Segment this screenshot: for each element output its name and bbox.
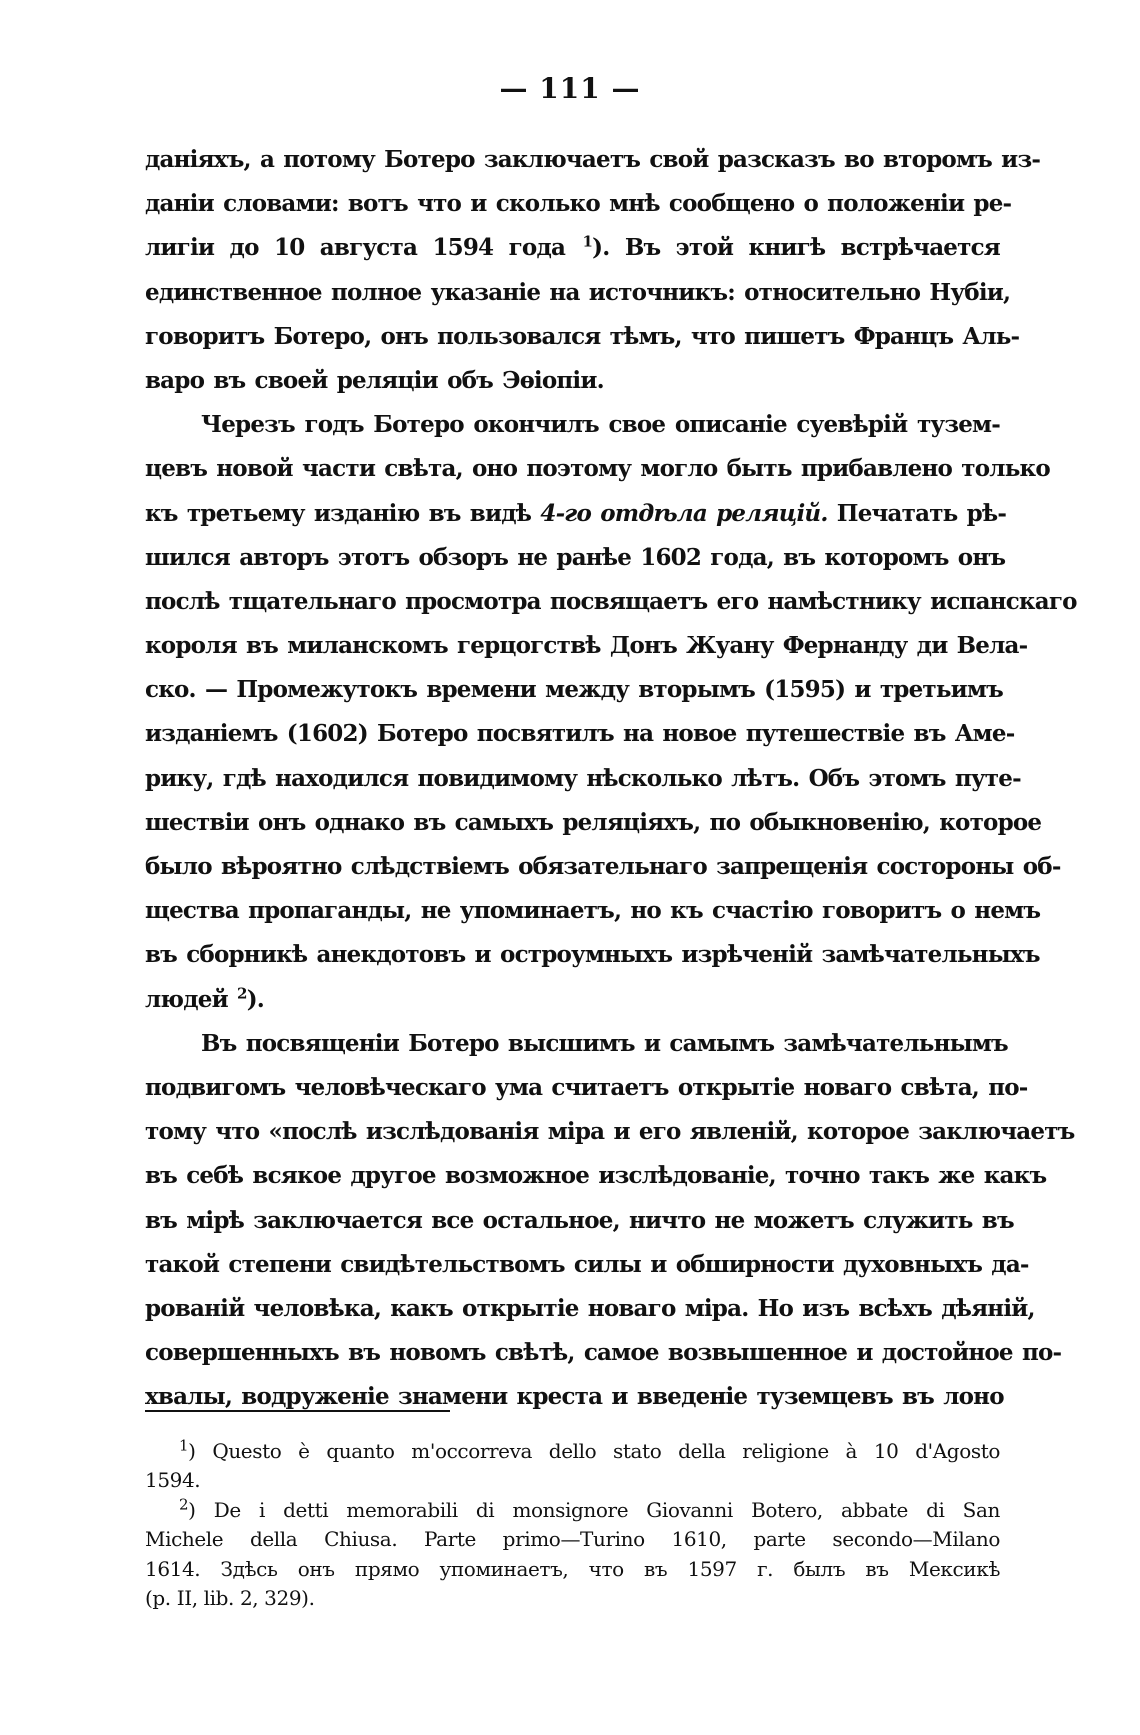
text-line: ско. — Промежутокъ времени между вторымъ (1595) и третьимъ <box>145 676 1003 704</box>
paragraph-3 <box>145 1022 1075 1420</box>
text-segment: къ третьему изданію въ видѣ <box>145 499 532 527</box>
text-line: рованій человѣка, какъ открытіе новаго міра. Но изъ всѣхъ дѣяній, <box>145 1294 1035 1322</box>
footnote-mark: 1 <box>179 1436 189 1455</box>
paragraph-1 <box>145 138 1041 403</box>
text-line: говоритъ Ботеро, онъ пользовался тѣмъ, что пишетъ Францъ Аль- <box>145 322 1020 350</box>
footnote-line: 1614. Здѣсь онъ прямо упоминаетъ, что въ 1597 г. былъ въ Мексикѣ <box>145 1556 1000 1581</box>
text-line <box>145 492 1007 536</box>
footnote-mark: 2 <box>179 1495 189 1514</box>
text-line: въ себѣ всякое другое возможное изслѣдованіе, точно такъ же какъ <box>145 1162 1047 1190</box>
footnote-line <box>145 1437 1000 1466</box>
text-line <box>145 978 1000 1022</box>
text-line <box>145 226 1000 270</box>
text-line: тому что «послѣ изслѣдованія міра и его явленій, которое заключаетъ <box>145 1118 1075 1146</box>
text-line: послѣ тщательнаго просмотра посвящаетъ его намѣстнику испанскаго <box>145 587 1077 615</box>
page-number: — 111 — <box>499 72 641 105</box>
text-line: совершенныхъ въ новомъ свѣтѣ, самое возвышенное и достойное по- <box>145 1339 1062 1367</box>
text-line: въ сборникѣ анекдотовъ и остроумныхъ изрѣченій замѣчательныхъ <box>145 941 1040 969</box>
text-segment: ) De i detti memorabili di monsignore Giovanni Botero, abbate di San <box>188 1497 1000 1522</box>
text-line: щества пропаганды, не упоминаетъ, но къ счастію говоритъ о немъ <box>145 897 1041 925</box>
text-line: хвалы, водруженіе знамени креста и введеніе туземцевъ въ лоно <box>145 1383 1004 1411</box>
footnote-line: Michele della Chiusa. Parte primo—Turino 1610, parte secondo—Milano <box>145 1527 1000 1552</box>
text-line: было вѣроятно слѣдствіемъ обязательнаго запрещенія состороны об- <box>145 853 1061 880</box>
footnote-ref-2[interactable]: 2 <box>237 983 247 1002</box>
text-line: подвигомъ человѣческаго ума считаетъ открытіе новаго свѣта, по- <box>145 1073 1028 1101</box>
text-segment: лигіи до 10 августа 1594 года <box>145 234 566 262</box>
text-line: рику, гдѣ находился повидимому нѣсколько лѣтъ. Объ этомъ путе- <box>145 764 1021 792</box>
footnote-line <box>145 1496 1000 1525</box>
text-line: шествіи онъ однако въ самыхъ реляціяхъ, по обыкновенію, которое <box>145 808 1042 836</box>
text-segment: людей <box>145 985 228 1013</box>
footnote-line: 1594. <box>145 1468 201 1493</box>
text-line: даніи словами: вотъ что и сколько мнѣ сообщено о положеніи ре- <box>145 190 1012 218</box>
text-line: даніяхъ, а потому Ботеро заключаетъ свой разсказъ во второмъ из- <box>145 146 1041 173</box>
text-line: такой степени свидѣтельствомъ силы и обширности духовныхъ да- <box>145 1250 1029 1278</box>
paragraph-2 <box>145 403 1077 1022</box>
italic-title: 4-го отдѣла реляцій. <box>540 499 828 527</box>
text-line: въ мірѣ заключается все остальное, ничто не можетъ служить въ <box>145 1206 1014 1234</box>
footnote-1 <box>145 1437 1000 1496</box>
text-line: изданіемъ (1602) Ботеро посвятилъ на новое путешествіе въ Аме- <box>145 720 1015 748</box>
footnote-divider <box>145 1410 450 1412</box>
text-line: цевъ новой части свѣта, оно поэтому могло быть прибавлено только <box>145 455 1050 483</box>
text-segment: Печатать рѣ- <box>827 499 1007 527</box>
main-text <box>145 138 1077 1419</box>
text-segment: ). <box>246 985 264 1013</box>
text-line: шился авторъ этотъ обзоръ не ранѣе 1602 года, въ которомъ онъ <box>145 543 1006 571</box>
text-segment: ). Въ этой книгѣ встрѣчается <box>592 234 1000 262</box>
footnote-ref-1[interactable]: 1 <box>582 232 593 251</box>
text-line: единственное полное указаніе на источникъ: относительно Нубіи, <box>145 278 1011 306</box>
footnote-line: (p. II, lib. 2, 329). <box>145 1585 315 1610</box>
text-line: варо въ своей реляціи объ Эѳіопіи. <box>145 366 604 394</box>
text-line: Въ посвященіи Ботеро высшимъ и самымъ замѣчательнымъ <box>201 1029 1008 1057</box>
text-line: короля въ миланскомъ герцогствѣ Донъ Жуану Фернанду ди Вела- <box>145 632 1028 660</box>
text-segment: ) Questo è quanto m'occorreva dello stato della religione à 10 d'Agosto <box>188 1439 1000 1463</box>
footnotes <box>145 1437 1000 1613</box>
footnote-2 <box>145 1496 1000 1614</box>
text-line: Черезъ годъ Ботеро окончилъ свое описаніе суевѣрій тузем- <box>201 411 1000 439</box>
